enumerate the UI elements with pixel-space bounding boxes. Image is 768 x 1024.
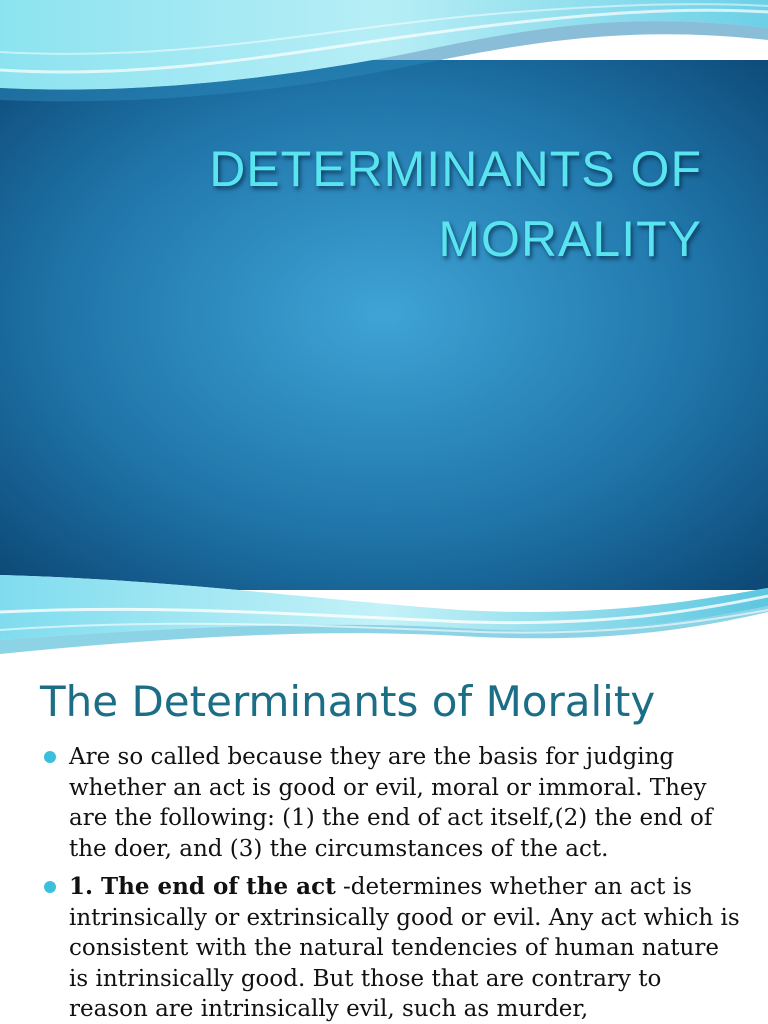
bullet-item (40, 742, 740, 864)
bullet-dot-icon (44, 881, 56, 893)
slide-title (82, 134, 702, 274)
bullet-item (40, 872, 740, 1024)
title-line-2: MORALITY (438, 211, 702, 267)
bullet-lead: 1. The end of the act (69, 873, 336, 900)
content-slide-title: The Determinants of Morality (40, 677, 656, 726)
bullet-list (40, 742, 740, 1024)
bullet-text: -determines whether an act is intrinsically or extrinsically good or evil. Any act which is consistent with the natural tendencies of human nature is intrinsically good. But those that are contrary to reason are intrinsically evil, such as murder, (69, 874, 740, 1022)
content-slide (0, 660, 768, 1024)
bullet-text: Are so called because they are the basis for judging whether an act is good or evil, moral or immoral. They are the following: (1) the end of act itself,(2) the end of the doer, and (3) the circumstances of the act. (69, 744, 713, 862)
title-line-1: DETERMINANTS OF (209, 141, 702, 197)
bullet-dot-icon (44, 751, 56, 763)
